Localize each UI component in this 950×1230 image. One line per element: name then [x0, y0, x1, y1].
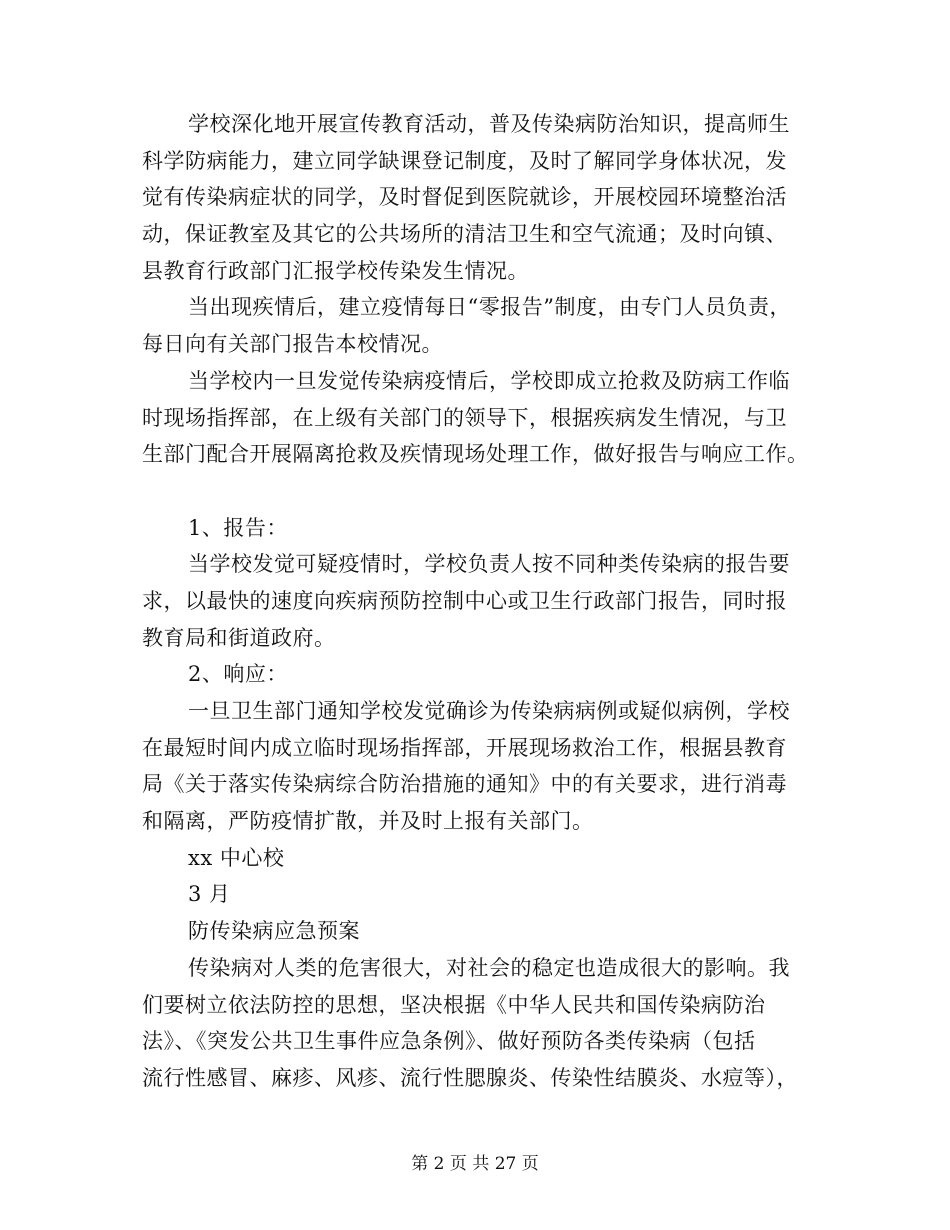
paragraph-line: 教育局和街道政府。 [142, 625, 336, 650]
blank-line [142, 473, 810, 510]
section-heading-response: 2、响应： [188, 662, 288, 687]
paragraph-line: 局《关于落实传染病综合防治措施的通知》中的有关要求，进行消毒 [142, 772, 787, 797]
signature-date: 3 月 [188, 882, 231, 907]
paragraph-line: 当学校内一旦发觉传染病疫情后，学校即成立抢救及防病工作临 [188, 368, 790, 393]
document-body [142, 106, 810, 1097]
paragraph-line: 们要树立依法防控的思想，坚决根据《中华人民共和国传染病防治 [142, 992, 766, 1017]
paragraph-line: 觉有传染病症状的同学，及时督促到医院就诊，开展校园环境整治活 [142, 185, 787, 210]
paragraph-line: 每日向有关部门报告本校情况。 [142, 332, 443, 357]
paragraph-line: 动，保证教室及其它的公共场所的清洁卫生和空气流通；及时向镇、 [142, 222, 787, 247]
paragraph-line: 传染病对人类的危害很大，对社会的稳定也造成很大的影响。我 [188, 955, 790, 980]
document-title: 防传染病应急预案 [188, 919, 360, 944]
paragraph-line: 求，以最快的速度向疾病预防控制中心或卫生行政部门报告，同时报 [142, 588, 787, 613]
paragraph-line: 学校深化地开展宣传教育活动，普及传染病防治知识，提高师生 [188, 112, 790, 136]
paragraph-line: 生部门配合开展隔离抢救及疾情现场处理工作，做好报告与响应工作。 [142, 442, 809, 467]
paragraph-line: 时现场指挥部，在上级有关部门的领导下，根据疾病发生情况，与卫 [142, 405, 787, 430]
paragraph-line: 和隔离，严防疫情扩散，并及时上报有关部门。 [142, 809, 594, 834]
paragraph-line: 一旦卫生部门通知学校发觉确诊为传染病病例或疑似病例，学校 [188, 699, 790, 723]
paragraph-line: 科学防病能力，建立同学缺课登记制度，及时了解同学身体状况，发 [142, 148, 787, 173]
signature-organization: xx 中心校 [188, 845, 285, 870]
paragraph-line: 当出现疾情后，建立疫情每日“零报告”制度，由专门人员负责， [188, 295, 791, 320]
section-heading-report: 1、报告： [188, 515, 288, 540]
paragraph-line: 县教育行政部门汇报学校传染发生情况。 [142, 258, 529, 283]
page-number-footer: 第 2 页 共 27 页 [411, 1154, 539, 1174]
paragraph-line: 在最短时间内成立临时现场指挥部，开展现场救治工作，根据县教育 [142, 735, 787, 760]
paragraph-line: 法》、《突发公共卫生事件应急条例》、做好预防各类传染病（包括 [142, 1029, 756, 1054]
paragraph-line: 当学校发觉可疑疫情时，学校负责人按不同种类传染病的报告要 [188, 552, 790, 577]
paragraph-line: 流行性感冒、麻疹、风疹、流行性腮腺炎、传染性结膜炎、水痘等）， [142, 1065, 798, 1090]
